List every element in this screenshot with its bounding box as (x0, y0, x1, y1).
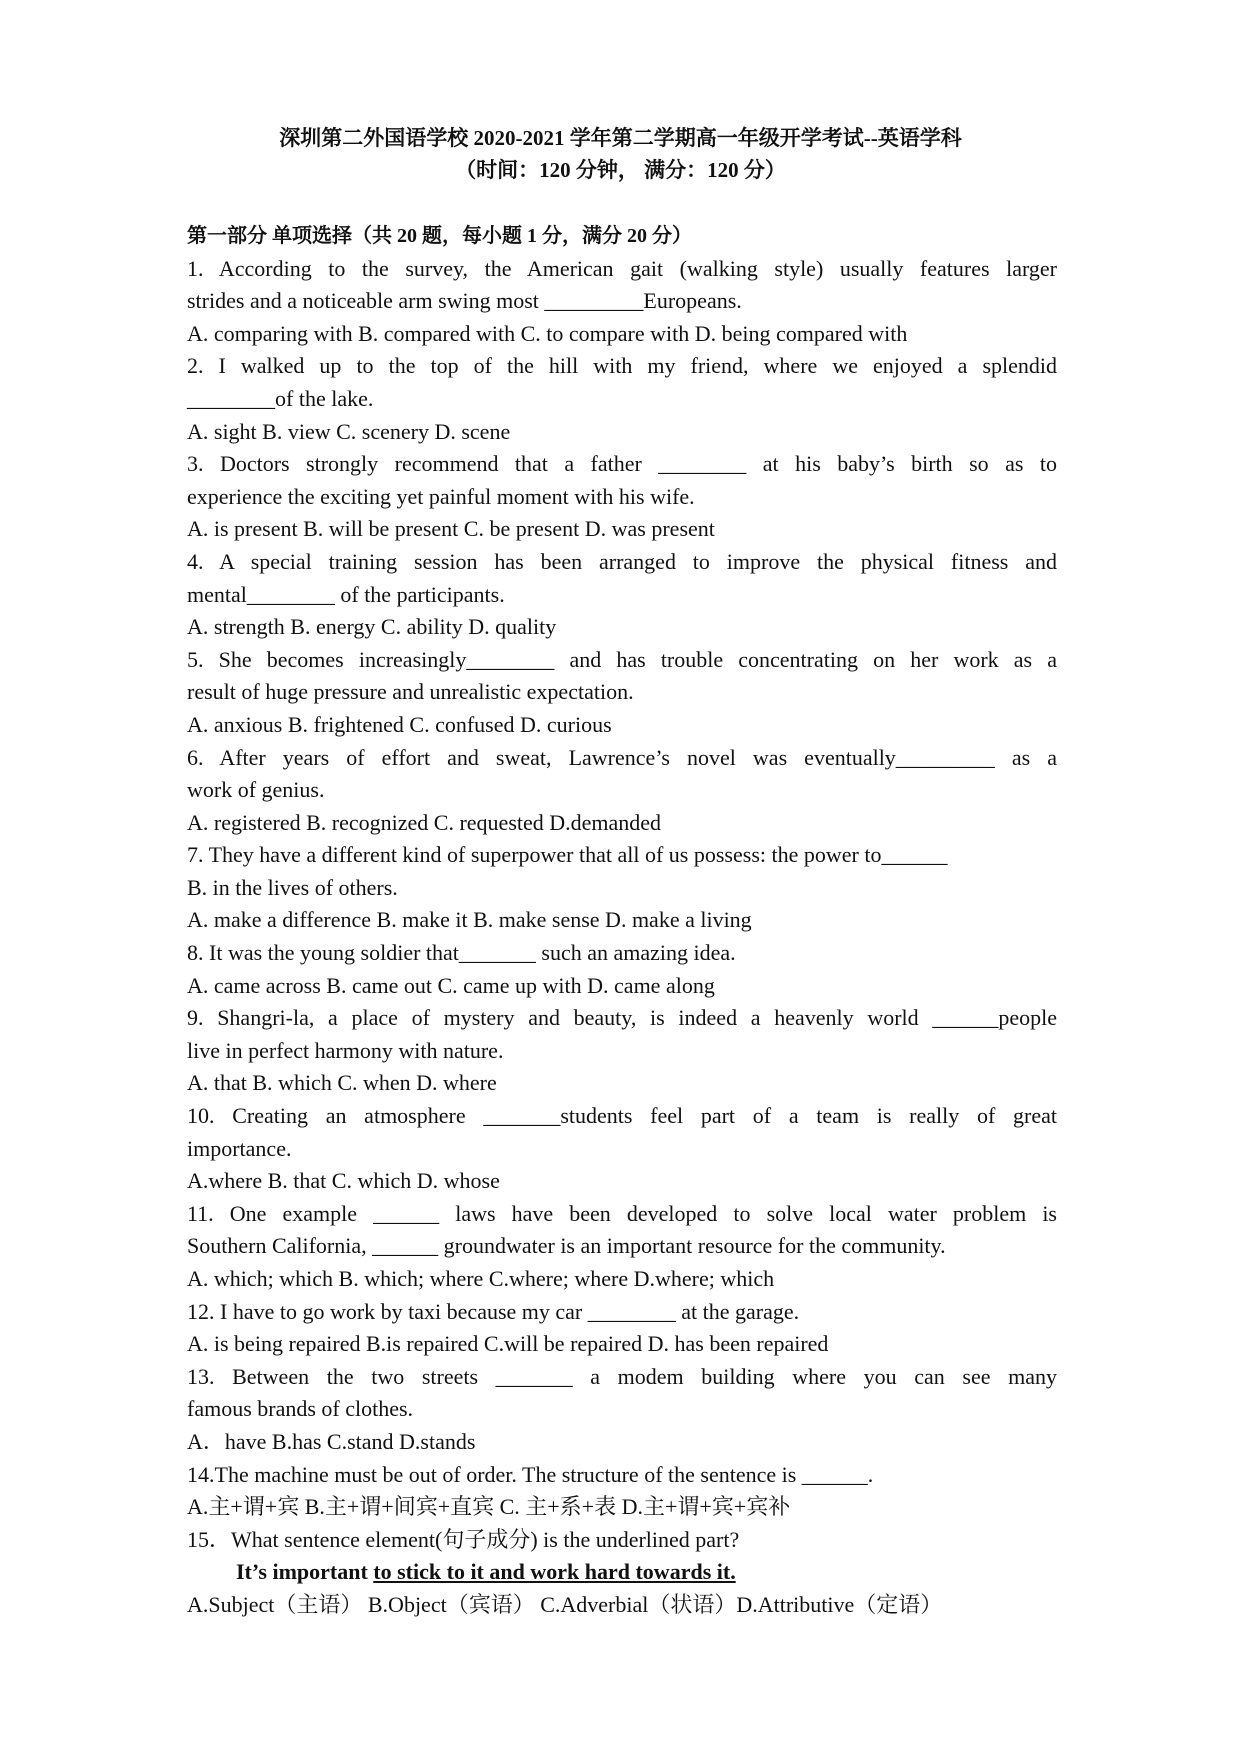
question-15-line-1: 15．What sentence element(句子成分) is the underlined part? (187, 1526, 740, 1552)
question-14-options: A.主+谓+宾 B.主+谓+间宾+直宾 C. 主+系+表 D.主+谓+宾+宾补 (187, 1494, 791, 1520)
question-6-line-2: work of genius. (187, 777, 325, 803)
question-3-options: A. is present B. will be present C. be present D. was present (187, 516, 715, 542)
exam-subtitle: （时间：120 分钟， 满分：120 分） (455, 158, 786, 182)
question-13-line-1: 13. Between the two streets _______ a modem building where you can see many (187, 1363, 1057, 1389)
question-13-line-2: famous brands of clothes. (187, 1396, 414, 1422)
question-7-line-2: B. in the lives of others. (187, 874, 398, 900)
question-10-options: A.where B. that C. which D. whose (187, 1168, 500, 1194)
question-4-options: A. strength B. energy C. ability D. quality (187, 614, 557, 640)
question-5-options: A. anxious B. frightened C. confused D. curious (187, 711, 612, 737)
question-2-line-2: ________of the lake. (187, 385, 374, 411)
exam-title: 深圳第二外国语学校 2020-2021 学年第二学期高一年级开学考试--英语学科 (279, 126, 962, 150)
question-7-options: A. make a difference B. make it B. make sense D. make a living (187, 907, 752, 933)
question-15-options: A.Subject（主语） B.Object（宾语） C.Adverbial（状语）D.Attributive（定语） (187, 1591, 943, 1617)
question-8-line-1: 8. It was the young soldier that_______ such an amazing idea. (187, 940, 736, 966)
question-10-line-2: importance. (187, 1135, 292, 1161)
question-6-line-1: 6. After years of effort and sweat, Lawrence’s novel was eventually_________ as a (187, 744, 1057, 770)
exam-body (187, 220, 1057, 1622)
question-14-line-1: 14.The machine must be out of order. The structure of the sentence is ______. (187, 1461, 874, 1487)
question-7-line-1: 7. They have a different kind of superpower that all of us possess: the power to______ (187, 842, 948, 868)
question-4-line-2: mental________ of the participants. (187, 581, 505, 607)
question-11-options: A. which; which B. which; where C.where; where D.where; which (187, 1266, 775, 1291)
section-title: 第一部分 单项选择（共 20 题，每小题 1 分，满分 20 分） (187, 225, 692, 247)
question-5-line-2: result of huge pressure and unrealistic expectation. (187, 679, 634, 705)
question-15-sentence (187, 1556, 1057, 1589)
question-6-options: A. registered B. recognized C. requested D.demanded (187, 809, 662, 835)
question-9-line-1: 9. Shangri-la, a place of mystery and beauty, is indeed a heavenly world ______people (187, 1005, 1057, 1031)
question-3-line-2: experience the exciting yet painful moment with his wife. (187, 483, 695, 509)
question-12-line-1: 12. I have to go work by taxi because my car ________ at the garage. (187, 1298, 800, 1324)
question-1-options: A. comparing with B. compared with C. to compare with D. being compared with (187, 320, 908, 346)
question-9-options: A. that B. which C. when D. where (187, 1070, 497, 1096)
question-1-line-2: strides and a noticeable arm swing most _________Europeans. (187, 288, 742, 314)
question-9-line-2: live in perfect harmony with nature. (187, 1037, 504, 1063)
question-8-options: A. came across B. came out C. came up with D. came along (187, 972, 715, 998)
question-2-line-1: 2. I walked up to the top of the hill with my friend, where we enjoyed a splendid (187, 353, 1057, 379)
question-5-line-1: 5. She becomes increasingly________ and has trouble concentrating on her work as a (187, 646, 1057, 672)
question-11-line-2: Southern California, ______ groundwater is an important resource for the community. (187, 1233, 946, 1259)
question-10-line-1: 10. Creating an atmosphere _______students feel part of a team is really of great (187, 1103, 1057, 1129)
question-2-options: A. sight B. view C. scenery D. scene (187, 418, 511, 444)
question-12-options: A. is being repaired B.is repaired C.will be repaired D. has been repaired (187, 1331, 829, 1357)
sentence-prefix: It’s important (236, 1559, 374, 1585)
question-1-line-1: 1. According to the survey, the American gait (walking style) usually features larger (187, 255, 1057, 281)
question-13-options: A．have B.has C.stand D.stands (187, 1428, 476, 1454)
underlined-part: to stick to it and work hard towards it. (373, 1559, 736, 1585)
question-4-line-1: 4. A special training session has been arranged to improve the physical fitness and (187, 548, 1057, 574)
question-11-line-1: 11. One example ______ laws have been developed to solve local water problem is (187, 1200, 1057, 1226)
question-3-line-1: 3. Doctors strongly recommend that a father ________ at his baby’s birth so as to (187, 451, 1057, 477)
